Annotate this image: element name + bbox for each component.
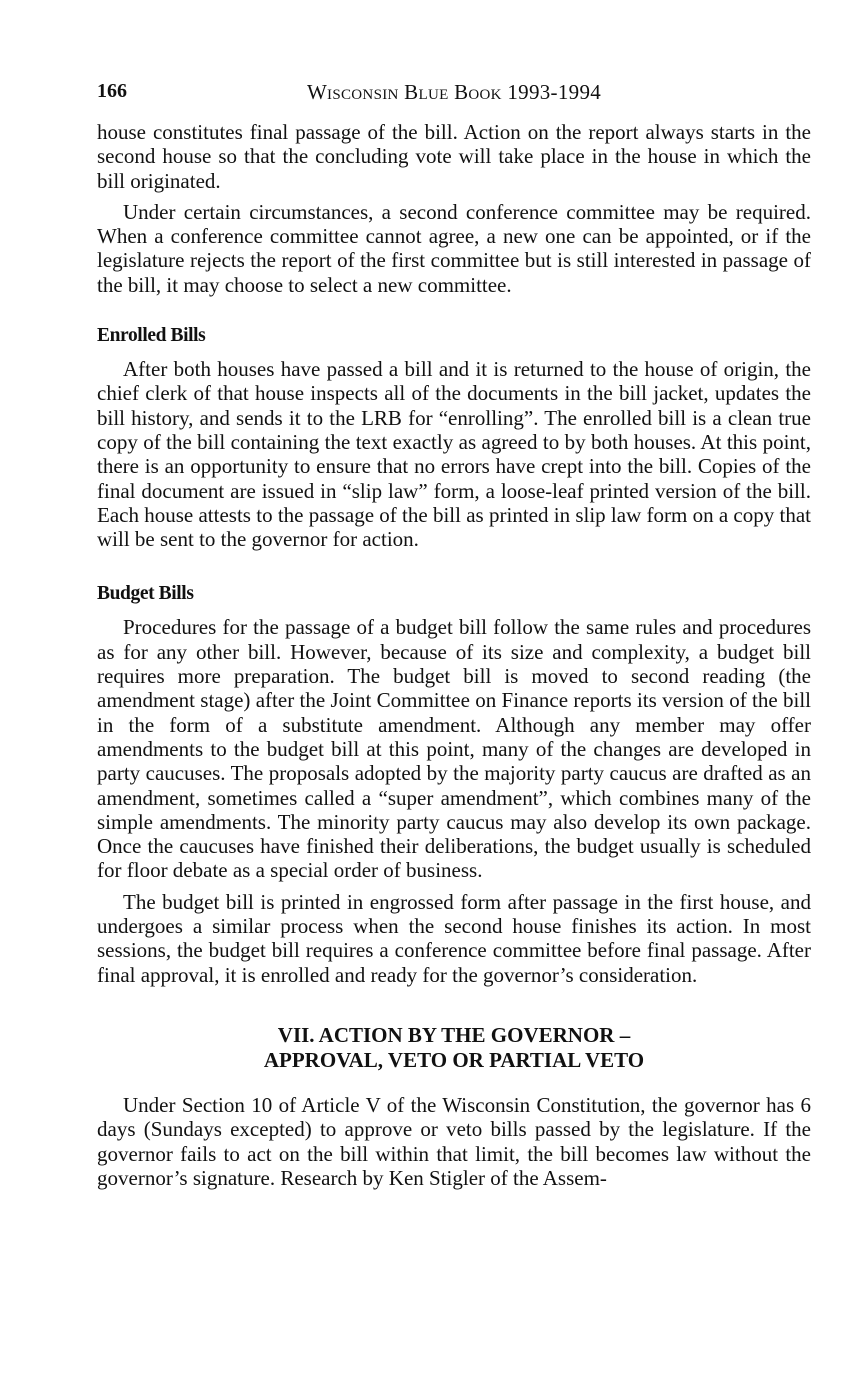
running-title-text: Wisconsin Blue Book 1993-1994 [306, 80, 602, 104]
page-number: 166 [97, 80, 127, 102]
running-title [97, 80, 811, 105]
section-heading-budget-bills: Budget Bills [97, 583, 194, 605]
chapter-heading-line-2: APPROVAL, VETO OR PARTIAL VETO [263, 1047, 645, 1072]
body-paragraph: After both houses have passed a bill and it is returned to the house of origin, the chief clerk of that house inspects all of the documents in the bill jacket, updates the bill history, and sends it to the LRB for “enrolling”. The enrolled bill is a clean true copy of the bill containing the text exactly as agreed to by both houses. At this point, there is an opportunity to ensure that no errors have crept into the bill. Copies of the final document are issued in “slip law” form, a loose-leaf printed version of the bill. Each house attests to the passage of the bill as printed in slip law form on a copy that will be sent to the governor for action. [97, 357, 811, 552]
body-paragraph: The budget bill is printed in engrossed form after passage in the first house, and undergoes a similar process when the second house finishes its action. In most sessions, the budget bill requires a conference committee before final passage. After final approval, it is enrolled and ready for the governor’s consideration. [97, 889, 811, 987]
body-paragraph: Procedures for the passage of a budget bill follow the same rules and procedures as for any other bill. However, because of its size and complexity, a budget bill requires more preparation. The budget bill is moved to second reading (the amendment stage) after the Joint Committee on Finance reports its version of the bill in the form of a substitute amendment. Although any member may offer amendments to the budget bill at this point, many of the changes are developed in party caucuses. The proposals adopted by the majority party caucus are drafted as an amendment, sometimes called a “super amendment”, which combines many of the simple amendments. The minority party caucus may also develop its own package. Once the caucuses have finished their deliberations, the budget usually is scheduled for floor debate as a special order of business. [97, 615, 811, 883]
body-paragraph: Under Section 10 of Article V of the Wisconsin Constitution, the governor has 6 days (Sundays excepted) to approve or veto bills passed by the legislature. If the governor fails to act on the bill within that limit, the bill becomes law without the governor’s signature. Research by Ken Stigler of the Assem- [97, 1092, 811, 1190]
body-paragraph: Under certain circumstances, a second conference committee may be required. When a conference committee cannot agree, a new one can be appointed, or if the legislature rejects the report of the first committee but is still interested in passage of the bill, it may choose to select a new committee. [97, 199, 811, 297]
body-paragraph: house constitutes final passage of the bill. Action on the report always starts in the second house so that the concluding vote will take place in the house in which the bill originated. [97, 120, 811, 193]
running-header [97, 80, 811, 110]
chapter-heading-line-1: VII. ACTION BY THE GOVERNOR – [277, 1022, 631, 1047]
section-heading-enrolled-bills: Enrolled Bills [97, 325, 206, 347]
document-page [97, 80, 811, 1190]
chapter-heading [97, 1023, 811, 1073]
